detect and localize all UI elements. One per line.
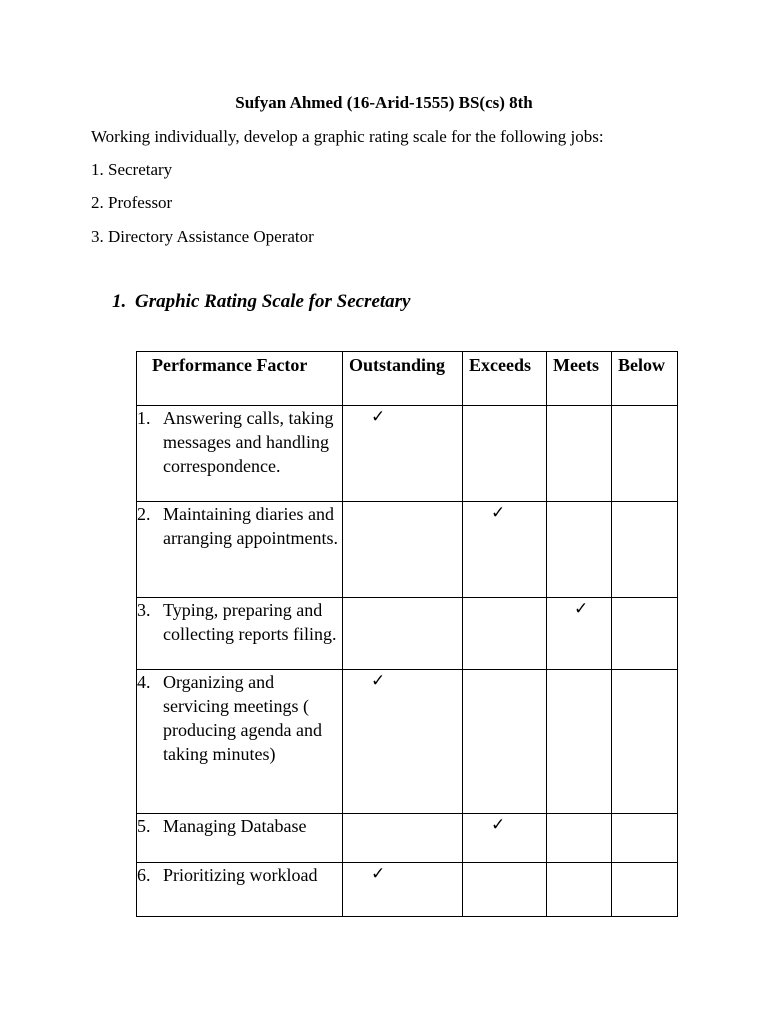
rating-cell-meets xyxy=(547,502,612,598)
job-item-professor: 2. Professor xyxy=(91,193,173,212)
header-outstanding: Outstanding xyxy=(343,352,463,406)
rating-cell-outstanding xyxy=(343,502,463,598)
rating-cell-below xyxy=(612,814,678,863)
factor-text: Prioritizing workload xyxy=(163,865,318,885)
rating-cell-exceeds xyxy=(463,502,547,598)
check-mark-icon: ✓ xyxy=(371,864,386,883)
rating-cell-below xyxy=(612,598,678,670)
section-title: Graphic Rating Scale for Secretary xyxy=(135,291,411,312)
author-line: Sufyan Ahmed (16-Arid-1555) BS(cs) 8th xyxy=(235,93,533,112)
rating-cell-meets xyxy=(547,814,612,863)
performance-factor-cell xyxy=(137,406,343,502)
rating-cell-below xyxy=(612,863,678,917)
table-row xyxy=(137,814,678,863)
rating-cell-below xyxy=(612,670,678,814)
table-row xyxy=(137,598,678,670)
check-mark-icon: ✓ xyxy=(491,503,506,522)
rating-cell-exceeds xyxy=(463,598,547,670)
job-item-directory-assistance-operator: 3. Directory Assistance Operator xyxy=(91,227,314,246)
rating-cell-below xyxy=(612,502,678,598)
rating-cell-outstanding xyxy=(343,598,463,670)
rating-scale-table xyxy=(136,351,678,917)
header-below: Below xyxy=(612,352,678,406)
factor-text: Answering calls, taking messages and handling correspondence. xyxy=(163,408,334,476)
factor-text: Organizing and servicing meetings ( producing agenda and taking minutes) xyxy=(163,672,322,764)
table-header-row xyxy=(137,352,678,406)
factor-number: 1. xyxy=(137,408,151,428)
factor-text: Maintaining diaries and arranging appointments. xyxy=(163,504,338,548)
table-row xyxy=(137,863,678,917)
rating-cell-meets xyxy=(547,863,612,917)
header-exceeds: Exceeds xyxy=(463,352,547,406)
section-heading xyxy=(112,291,411,313)
factor-text: Typing, preparing and collecting reports filing. xyxy=(163,600,337,644)
rating-cell-below xyxy=(612,406,678,502)
rating-cell-outstanding xyxy=(343,814,463,863)
check-mark-icon: ✓ xyxy=(491,815,506,834)
header-performance-factor: Performance Factor xyxy=(137,352,343,406)
performance-factor-cell xyxy=(137,863,343,917)
performance-factor-cell xyxy=(137,598,343,670)
factor-number: 3. xyxy=(137,600,151,620)
check-mark-icon: ✓ xyxy=(574,599,589,618)
check-mark-icon: ✓ xyxy=(371,671,386,690)
factor-number: 2. xyxy=(137,504,151,524)
rating-cell-meets xyxy=(547,670,612,814)
table-row xyxy=(137,670,678,814)
table-row xyxy=(137,406,678,502)
factor-number: 5. xyxy=(137,816,151,836)
job-item-secretary: 1. Secretary xyxy=(91,160,173,179)
rating-cell-exceeds xyxy=(463,670,547,814)
performance-factor-cell xyxy=(137,670,343,814)
rating-cell-exceeds xyxy=(463,406,547,502)
table-row xyxy=(137,502,678,598)
performance-factor-cell xyxy=(137,814,343,863)
rating-cell-outstanding xyxy=(343,863,463,917)
rating-cell-meets xyxy=(547,406,612,502)
factor-number: 6. xyxy=(137,865,151,885)
rating-cell-meets xyxy=(547,598,612,670)
check-mark-icon: ✓ xyxy=(371,407,386,426)
header-meets: Meets xyxy=(547,352,612,406)
rating-cell-outstanding xyxy=(343,406,463,502)
rating-cell-exceeds xyxy=(463,863,547,917)
factor-number: 4. xyxy=(137,672,151,692)
rating-cell-exceeds xyxy=(463,814,547,863)
performance-factor-cell xyxy=(137,502,343,598)
section-number: 1. xyxy=(112,291,127,312)
factor-text: Managing Database xyxy=(163,816,307,836)
rating-cell-outstanding xyxy=(343,670,463,814)
assignment-intro: Working individually, develop a graphic rating scale for the following jobs: xyxy=(91,127,604,146)
